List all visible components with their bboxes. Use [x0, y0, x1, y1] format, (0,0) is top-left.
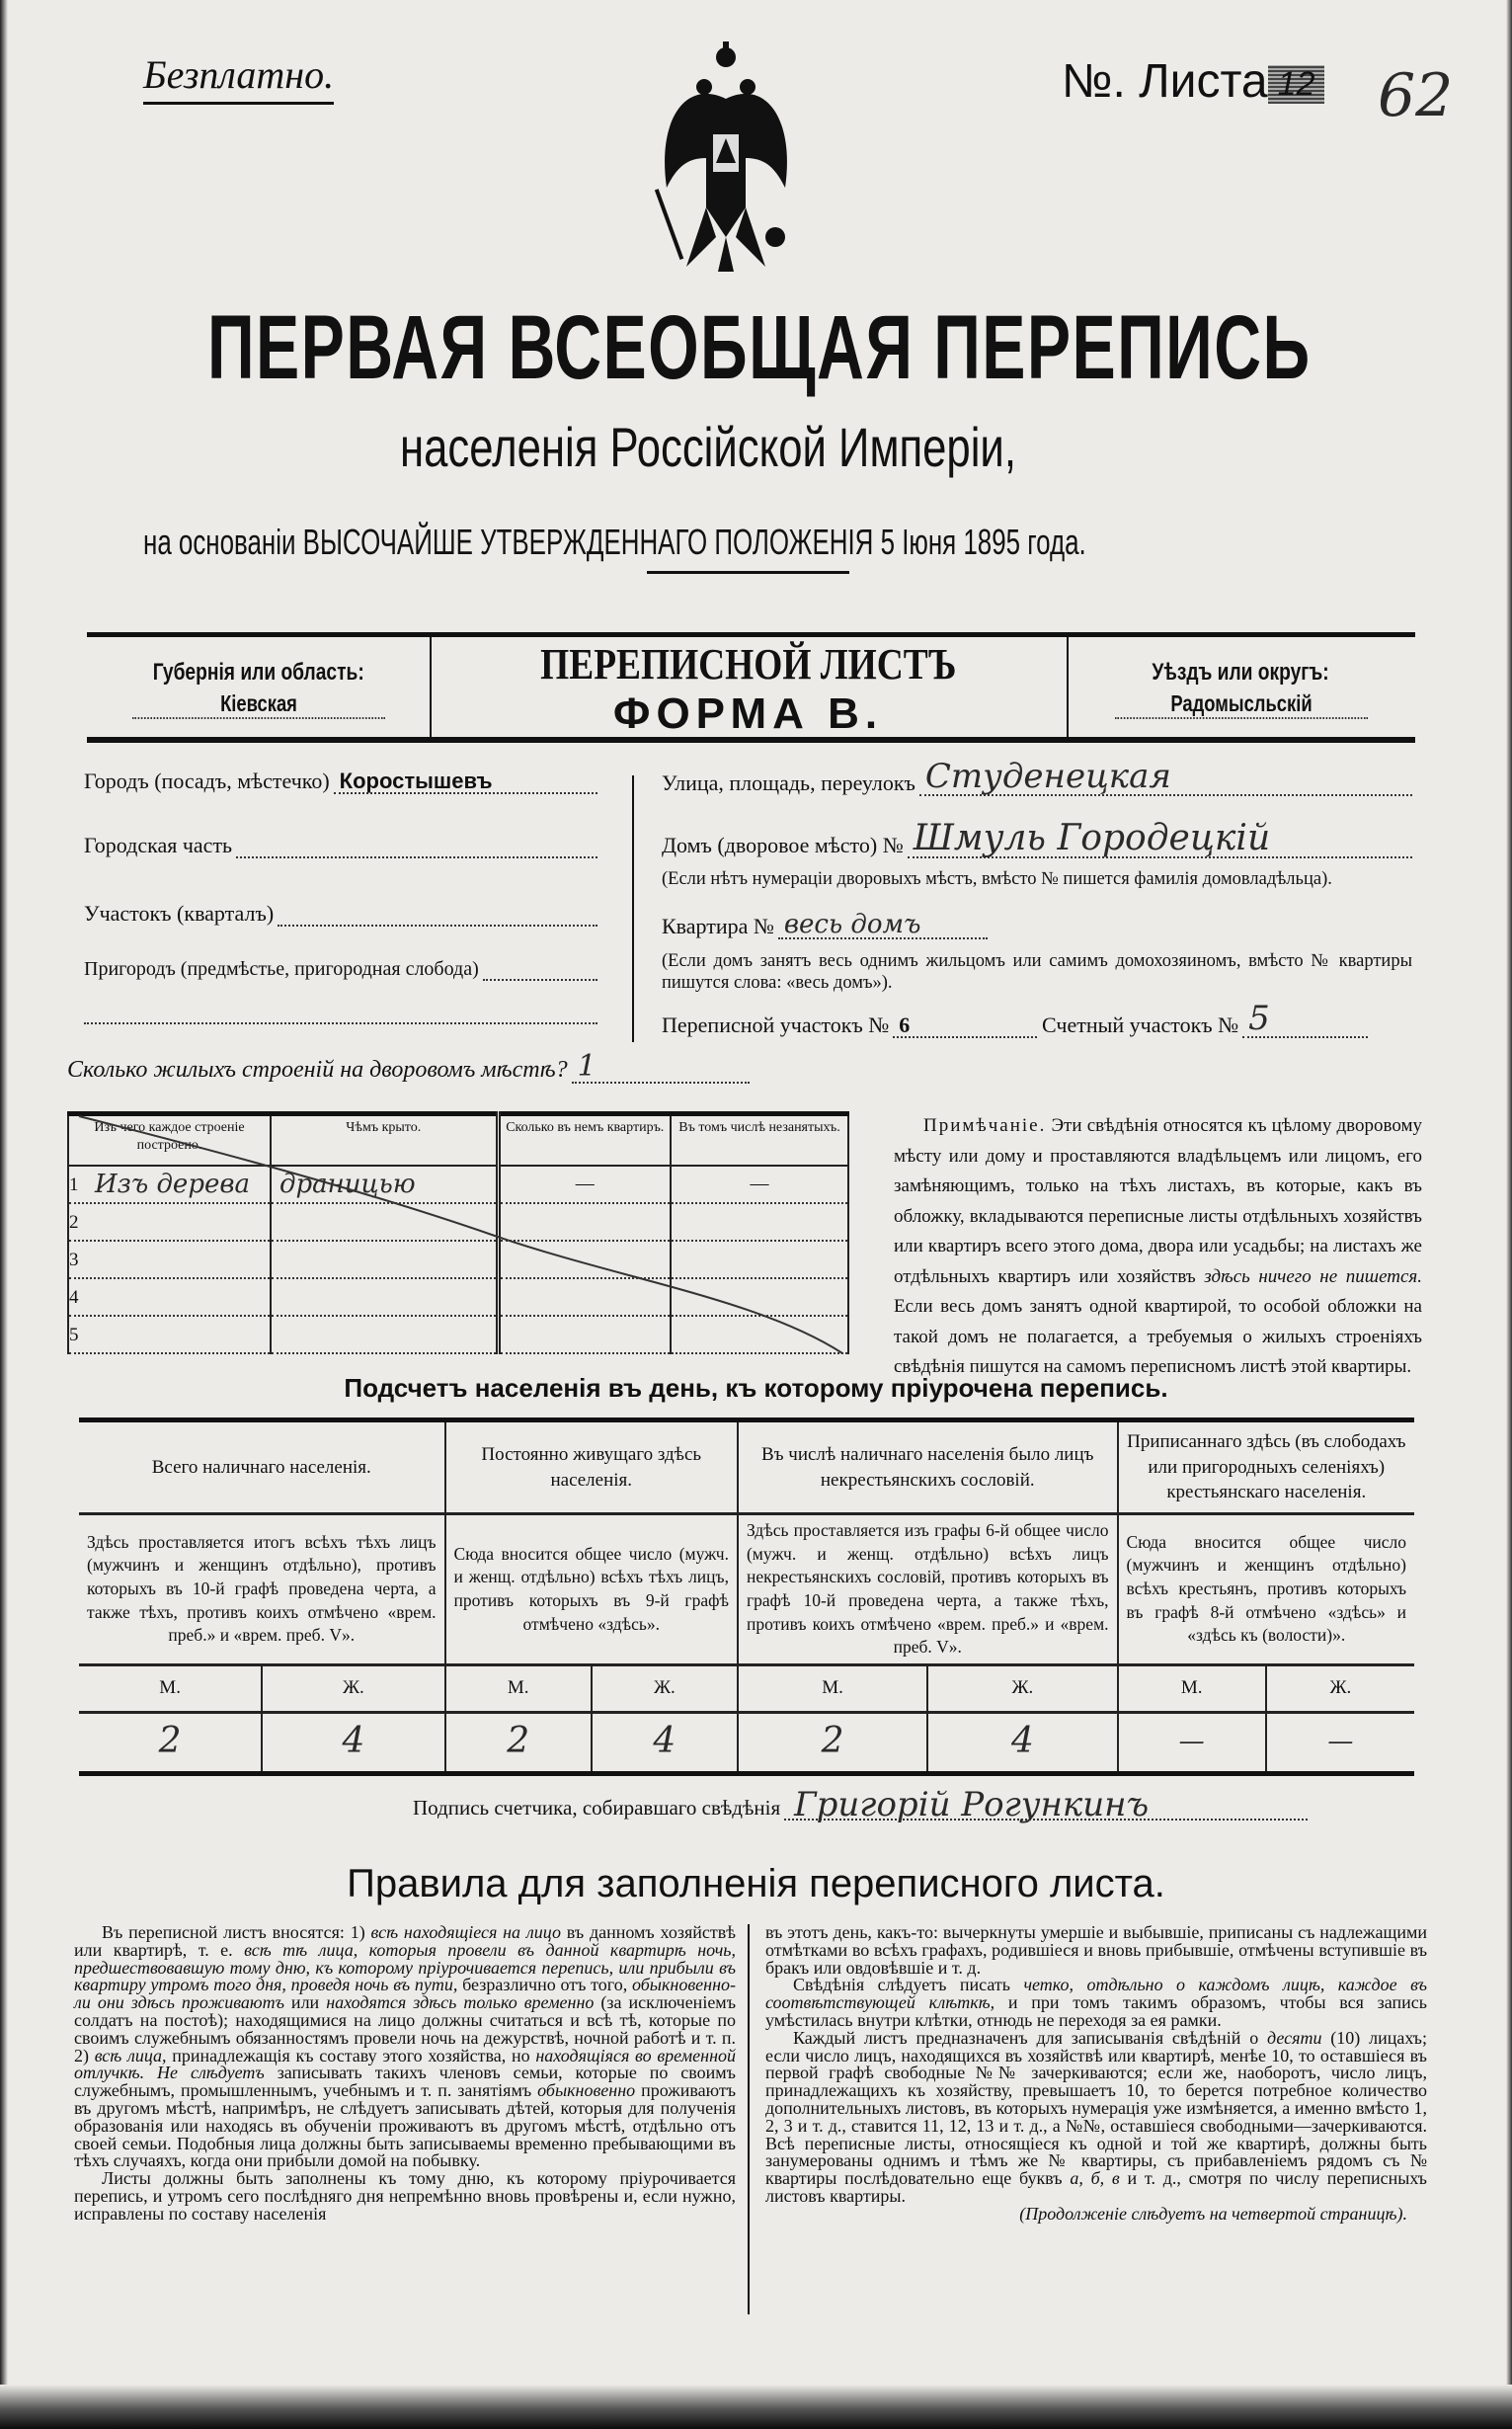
row-number: 1 [69, 1174, 79, 1195]
divider [647, 571, 849, 574]
male-count: 2 [738, 1712, 927, 1773]
rules-text-italic: всѣ лица, [94, 2045, 167, 2065]
census-basis-line: на основаніи ВЫСОЧАЙШЕ УТВЕРЖДЕННАГО ПОЛОЖЕНІЯ 5 Іюня 1895 года. [143, 522, 1086, 562]
note-text-italic: здѣсь ничего не пишется. [1204, 1265, 1422, 1287]
female-count: 4 [262, 1712, 444, 1773]
suburb-label: Пригородъ (предмѣстье, пригородная слобода) [84, 958, 479, 980]
note-text: Если весь домъ занятъ одной квартирой, то особой обложки на такой домъ не полагается, а требуемыя о жилыхъ строеніяхъ свѣдѣнія пишутся на самомъ переписномъ листѣ этой квартиры. [894, 1296, 1422, 1377]
province-label: Губернія или область: [152, 659, 364, 686]
rules-paragraph [74, 1924, 736, 2170]
column-header: Чѣмъ крыто. [271, 1114, 498, 1166]
rules-left-column [74, 1924, 736, 2224]
rules-text: (за исключеніемъ солдатъ на постоѣ); находящимися на лицо должны считаться и всѣ тѣ, которые по своимъ служебнымъ обязанностямъ провели ночь на дежурствѣ, ночной работѣ и т. п. 2) [74, 1992, 737, 2065]
column-description: Сюда вносится общее число (мужч. и женщ. отдѣльно) всѣхъ тѣхъ лицъ, противъ которыхъ въ 9-й графѣ отмѣчено «здѣсь». [445, 1514, 738, 1665]
rules-paragraph: Листы должны быть заполнены къ тому дню, къ которому пріурочивается перепись, и утромъ сего послѣдняго дня непремѣнно вновь провѣрены и, если нужно, исправлены по составу населенія [74, 2168, 736, 2224]
rules-paragraph: въ этотъ день, какъ-то: вычеркнуты умершіе и выбывшіе, приписаны съ надлежащими отмѣтками во всѣхъ графахъ, родившіеся и вновь прибывшіе, отмѣчены вступившіе въ бракъ или овдовѣвшіе и т. д. [765, 1922, 1427, 1978]
district-value: Радомысльскій [1115, 690, 1368, 719]
female-count: — [1266, 1712, 1414, 1773]
province-value: Кіевская [132, 690, 385, 719]
rules-text: принадлежащія къ составу этого хозяйства, но [166, 2045, 536, 2065]
column-header: Сколько въ немъ квартиръ. [498, 1114, 671, 1166]
rules-text-italic: четко, отдѣльно о каждомъ лицѣ, каждое въ соотвѣтствующей клѣткѣ, [765, 1975, 1427, 2013]
sheet-number-label: №. Листа [1062, 55, 1268, 108]
male-header: М. [1118, 1664, 1266, 1712]
rules-text: въ данномъ хозяйствѣ или квартирѣ, т. е. [74, 1922, 736, 1960]
precinct-field[interactable] [84, 901, 597, 927]
rules-text: проживаютъ въ другомъ мѣстѣ, напримѣръ, не слѣдуетъ записывать дѣтей, которыя для полученія образованія или находясь въ обученіи проживаютъ въ другомъ мѣстѣ, отдѣльно отъ своей семьи. Подобныя лица должны быть записываемы временно пребывающими въ тѣхъ случаяхъ, когда они прибыли домой на побывку. [74, 2080, 736, 2171]
column-heading: Приписаннаго здѣсь (въ слободахъ или пригородныхъ селеніяхъ) крестьянскаго населенія. [1118, 1420, 1414, 1514]
street-value: Студенецкая [924, 757, 1171, 796]
rules-title: Правила для заполненія переписного листа. [347, 1862, 1165, 1905]
column-description: Здѣсь проставляется изъ графы 6-й общее число (мужч. и женщ. отдѣльно) всѣхъ лицъ некрестьянскихъ сословій, противъ которыхъ въ графѣ 10-й проведена черта, а также тѣхъ, противъ коихъ отмѣчено «врем. преб.» и «врем. преб. V». [738, 1514, 1118, 1665]
province-cell [87, 659, 430, 719]
row-number: 5 [69, 1324, 79, 1345]
column-description: Здѣсь проставляется итогъ всѣхъ тѣхъ лицъ (мужчинъ и женщинъ отдѣльно), противъ которыхъ въ 10-й графѣ проведена черта, а также тѣхъ, противъ коихъ отмѣчено «врем. преб.» и «врем. преб. V». [79, 1514, 445, 1665]
note-label: Примѣчаніе. [923, 1115, 1047, 1136]
house-value: Шмуль Городецкій [913, 818, 1271, 858]
rules-text: Въ переписной листъ вносятся: 1) [102, 1922, 371, 1942]
scan-edge-left [0, 0, 8, 2429]
rules-right-column [765, 1924, 1427, 2224]
sheet-number-handwritten: 62 [1378, 61, 1454, 130]
sheet-title-cell [430, 639, 1067, 739]
apartment-value: весь домъ [783, 910, 921, 939]
buildings-question-field[interactable] [67, 1049, 852, 1084]
divider [748, 1924, 750, 2314]
male-count: 2 [445, 1712, 592, 1773]
form-header-box [87, 632, 1415, 743]
roof-cell: драницью [271, 1166, 498, 1203]
district-cell [1067, 659, 1415, 719]
street-field[interactable] [662, 757, 1412, 796]
rules-text: Свѣдѣнія слѣдуетъ писать [793, 1975, 1024, 1995]
signature-value: Григорій Рогункинъ [794, 1785, 1150, 1824]
table-row [79, 1712, 1414, 1773]
rules-paragraph [765, 2027, 1427, 2206]
male-header: М. [738, 1664, 927, 1712]
row-number: 2 [69, 1211, 79, 1233]
material-cell: Изъ дерева [95, 1169, 250, 1199]
house-note: (Если нѣтъ нумераціи дворовыхъ мѣстъ, вмѣсто № пишется фамилія домовладѣльца). [662, 869, 1332, 889]
female-header: Ж. [262, 1664, 444, 1712]
free-of-charge-label: Безплатно. [143, 51, 334, 105]
male-count: — [1118, 1712, 1266, 1773]
count-district-field[interactable] [1042, 999, 1368, 1038]
rules-text: и при томъ такимъ образомъ, чтобы вся запись умѣстилась внутри клѣтки, отнюдь не переходя за ея рамки. [765, 1992, 1427, 2030]
rules-text: записывать такихъ членовъ семьи, которые по своимъ служебнымъ, промышленнымъ, учебнымъ и т. п. занятіямъ [74, 2063, 736, 2101]
buildings-question: Сколько жилыхъ строеній на дворовомъ мѣстѣ? [67, 1057, 568, 1083]
suburb-field-line [84, 1022, 597, 1024]
suburb-field[interactable] [84, 958, 597, 981]
form-label: ФОРМА В. [612, 689, 884, 738]
column-heading: Въ числѣ наличнаго населенія было лицъ некрестьянскихъ сословій. [738, 1420, 1118, 1514]
column-heading: Всего наличнаго населенія. [79, 1420, 445, 1514]
census-subtitle: населенія Россійской Имперіи, [400, 416, 1016, 478]
city-field[interactable] [84, 769, 597, 794]
rules-text: или [283, 1992, 327, 2013]
strike-through-line [67, 1111, 857, 1358]
double-headed-eagle-icon [647, 40, 805, 282]
house-field[interactable] [662, 818, 1412, 858]
city-label: Городъ (посадъ, мѣстечко) [84, 769, 330, 793]
apartment-label: Квартира № [662, 914, 774, 938]
rules-text-italic: десяти [1267, 2027, 1322, 2048]
signature-label: Подпись счетчика, собиравшаго свѣдѣнія [413, 1796, 781, 1820]
scan-edge-right [1506, 0, 1512, 2429]
continuation-note: (Продолженіе слѣдуетъ на четвертой страницѣ). [1019, 2203, 1407, 2224]
rules-text-italic: находящіяся во временной отлучкѣ. Не слѣдуетъ [74, 2045, 737, 2083]
rules-text-italic: а, б, в [1070, 2168, 1120, 2189]
rules-text: Каждый листъ предназначенъ для записыванія свѣдѣній о [793, 2027, 1268, 2048]
apartment-field[interactable] [662, 910, 988, 939]
note-text: Эти свѣдѣнія относятся къ цѣлому дворовому мѣсту или дому и проставляются владѣльцемъ или лицомъ, его замѣняющимъ, только на тѣхъ листахъ, въ которые, какъ въ обложку, вкладываются переписные листы отдѣльныхъ хозяйствъ или квартиръ всего этого дома, двора или усадьбы; на листахъ же отдѣльныхъ квартиръ или хозяйствъ [894, 1115, 1422, 1287]
column-heading: Постоянно живущаго здѣсь населенія. [445, 1420, 738, 1514]
population-table [79, 1417, 1414, 1776]
rules-text: (10) лицахъ; если число лицъ, находящихся въ хозяйствѣ или квартирѣ, менѣе 10, то оставшіеся въ первой графѣ свободные №№ зачеркиваются; если же, наоборотъ, число лицъ, принадлежащихъ къ хозяйству, превышаетъ 10, то берется потребное количество дополнительныхъ листовъ, въ которыхъ нумерація уже измѣняется, а именно вмѣсто 1, 2, 3 и т. д., ставится 11, 12, 13 и т. д., а №№, оставшіеся свободными—зачеркиваются. Всѣ переписные листы, относящіеся къ одной и той же квартирѣ, должны быть занумерованы однимъ и тѣмъ же № квартиры, съ прибавленіемъ рядомъ съ № квартиры послѣдовательно еще буквъ [765, 2027, 1427, 2189]
scan-edge-bottom [0, 2385, 1512, 2429]
census-main-title: ПЕРВАЯ ВСЕОБЩАЯ ПЕРЕПИСЬ [207, 297, 1312, 398]
male-header: М. [445, 1664, 592, 1712]
sheet-number-struck: 12 [1268, 65, 1325, 104]
rules-paragraph [765, 1977, 1427, 2029]
sheet-number [1062, 54, 1324, 109]
female-header: Ж. [1266, 1664, 1414, 1712]
row-number: 4 [69, 1286, 79, 1308]
street-label: Улица, площадь, переулокъ [662, 770, 915, 795]
enumerator-signature-field[interactable] [413, 1785, 1308, 1824]
rules-text-italic: обыкновенно-ли они здѣсь проживаютъ [74, 1975, 736, 2013]
female-header: Ж. [927, 1664, 1117, 1712]
city-part-field[interactable] [84, 833, 597, 858]
census-district-value: 6 [899, 1012, 911, 1037]
count-district-value: 5 [1248, 999, 1270, 1038]
female-count: 4 [927, 1712, 1117, 1773]
apartment-note: (Если домъ занятъ весь однимъ жильцомъ или самимъ домохозяиномъ, вмѣсто № квартиры пишутся слова: «весь домъ»). [662, 951, 1412, 993]
rules-text-italic: всѣ находящіеся на лицо [370, 1922, 561, 1942]
census-district-field[interactable] [662, 1012, 1037, 1038]
census-district-label: Переписной участокъ № [662, 1012, 890, 1037]
buildings-answer: 1 [577, 1049, 597, 1084]
rules-text-italic: находятся здѣсь только временно [326, 1992, 595, 2013]
female-header: Ж. [592, 1664, 738, 1712]
house-label: Домъ (дворовое мѣсто) № [662, 833, 904, 857]
city-part-label: Городская часть [84, 833, 233, 857]
rules-text-italic: обыкновенно [537, 2080, 636, 2101]
vacant-cell: — [671, 1166, 848, 1203]
male-count: 2 [79, 1712, 262, 1773]
column-description: Сюда вносится общее число (мужчинъ и женщинъ отдѣльно) всѣхъ крестьянъ, противъ которыхъ въ графѣ 8-й отмѣчено «здѣсь» и «здѣсь къ (волости)». [1118, 1514, 1414, 1665]
rules-text-italic: всѣ тѣ лица, которыя провели въ данной квартирѣ ночь, предшествовавшую тому дню, къ которому пріурочивается перепись, или прибыли въ квартиру утромъ того дня, проведя ночь въ пути, [74, 1939, 736, 1995]
column-header: Изъ чего каждое строеніе построено. [68, 1114, 271, 1166]
rules-text: и т. д., смотря по числу переписныхъ листовъ квартиры. [765, 2168, 1427, 2206]
rules-text: безразлично отъ того, [457, 1975, 632, 1995]
divider [632, 775, 634, 1042]
precinct-label: Участокъ (кварталъ) [84, 901, 275, 926]
count-district-label: Счетный участокъ № [1042, 1012, 1239, 1037]
city-value: Коростышевъ [339, 769, 493, 793]
male-header: М. [79, 1664, 262, 1712]
female-count: 4 [592, 1712, 738, 1773]
row-number: 3 [69, 1249, 79, 1270]
apartments-cell: — [498, 1166, 671, 1203]
population-count-title: Подсчетъ населенія въ день, къ которому пріурочена перепись. [344, 1373, 1168, 1403]
column-header: Въ томъ числѣ незанятыхъ. [671, 1114, 848, 1166]
district-label: Уѣздъ или округъ: [1152, 659, 1330, 686]
sheet-title: ПЕРЕПИСНОЙ ЛИСТЪ [539, 640, 957, 688]
buildings-note [894, 1111, 1422, 1383]
